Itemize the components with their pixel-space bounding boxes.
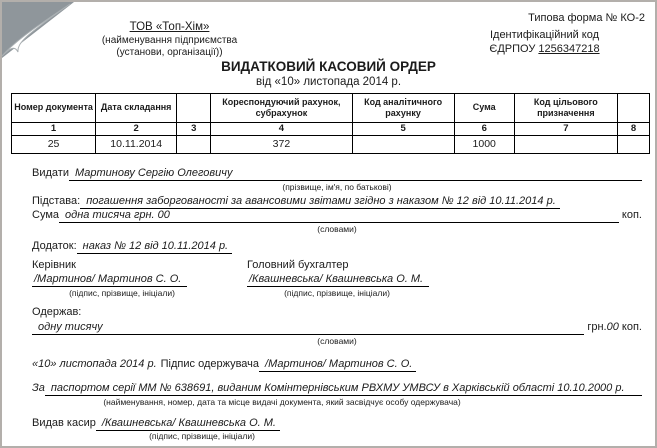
document-header (62, 8, 647, 59)
col-header-doc-number: Номер документа (12, 93, 96, 122)
company-name: ТОВ «Топ-Хім» (129, 21, 210, 33)
document-date-subtitle: від «10» листопада 2014 р. (255, 75, 402, 88)
kop-label: коп. (621, 320, 642, 333)
buhgalter-block (247, 259, 452, 298)
form-type-label: Типова форма № КО-2 (528, 12, 645, 24)
company-block (62, 8, 277, 59)
vydaty-value: Мартинову Сергію Олеговичу (69, 167, 642, 181)
doc-number-value: 25 (12, 135, 96, 153)
col-number: 6 (454, 122, 514, 135)
col-header-corresponding-account: Кореспондуючий рахунок, субрахунок (211, 93, 352, 122)
hrn-label: грн. (587, 320, 607, 333)
oderzhav-amount-value: одну тисячу (32, 321, 584, 335)
suma-value: одна тисяча грн. 00 (59, 209, 619, 223)
buhgalter-label: Головний бухгалтер (247, 258, 349, 271)
passport-prefix: За (32, 382, 45, 395)
col-header-analytic-account: Код аналітичного рахунку (352, 93, 454, 122)
kerivnyk-block (32, 259, 247, 298)
kasyr-line (32, 417, 642, 431)
col-number: 1 (12, 122, 96, 135)
table-number-row (12, 122, 650, 135)
kasyr-sign-caption: (підпис, прізвище, ініціали) (149, 431, 255, 442)
oderzhav-label: Одержав: (32, 305, 82, 318)
kasyr-label: Видав касир (32, 417, 96, 430)
receipt-date-value: «10» листопада 2014 р. (32, 358, 157, 371)
pidstava-line (32, 195, 642, 209)
oderzhav-slovamy-caption: (словами) (317, 335, 357, 346)
kerivnyk-label: Керівник (32, 258, 76, 271)
passport-value: паспортом серії ММ № 638691, виданим Комінтернівським РВХМУ УМВСУ в Харківській області 10.10.2000 р. (45, 382, 642, 396)
col-number: 4 (211, 122, 352, 135)
col-number: 7 (514, 122, 617, 135)
vydaty-label: Видати (32, 166, 69, 179)
corresponding-account-value: 372 (211, 135, 352, 153)
edrpou-line (442, 43, 647, 57)
company-caption-line1: (найменування підприємства (101, 35, 238, 46)
pidstava-value: погашення заборгованості за авансовими звітами згідно з наказом № 12 від 10.11.2014 р. (80, 195, 560, 209)
col-header-date: Дата складання (96, 93, 177, 122)
dodatok-value: наказ № 12 від 10.11.2014 р. (77, 240, 232, 254)
vydaty-caption: (прізвище, ім'я, по батькові) (282, 181, 392, 192)
receiver-signature-value: /Мартинов/ Мартинов С. О. (259, 358, 416, 372)
passport-line (32, 382, 642, 396)
identification-code-label: Ідентифікаційний код (489, 29, 600, 41)
kop-amount-value: 00 (606, 320, 619, 333)
sum-value: 1000 (454, 135, 514, 153)
col-number: 5 (352, 122, 454, 135)
form-code-block (442, 8, 647, 59)
col-number: 3 (177, 122, 211, 135)
buhgalter-sign-caption: (підпис, прізвище, ініціали) (284, 287, 390, 298)
blank-value (617, 135, 649, 153)
date-value: 10.11.2014 (96, 135, 177, 153)
col-number: 8 (617, 122, 649, 135)
signatures-row (32, 259, 642, 298)
col-header-blank-3 (177, 93, 211, 122)
oderzhav-amount-line (32, 321, 642, 335)
pidpys-oderzhuvacha-label: Підпис одержувача (160, 358, 260, 371)
analytic-account-value (352, 135, 454, 153)
suma-label: Сума (32, 208, 60, 221)
dodatok-label: Додаток: (32, 239, 77, 252)
kerivnyk-sign-caption: (підпис, прізвище, ініціали) (69, 287, 175, 298)
buhgalter-signature: /Квашневська/ Квашневська О. М. (247, 273, 429, 287)
kasyr-signature-value: /Квашневська/ Квашневська О. М. (96, 417, 280, 431)
hrn-kop-group (584, 321, 642, 333)
col-number: 2 (96, 122, 177, 135)
suma-slovamy-caption: (словами) (317, 223, 357, 234)
vydaty-line (32, 167, 642, 181)
suma-line (32, 209, 642, 223)
passport-caption: (найменування, номер, дата та місце видачі документа, який засвідчує особу одержувача) (103, 397, 461, 408)
col-header-blank-8 (617, 93, 649, 122)
page-corner-fold-icon (2, 2, 74, 58)
edrpou-label: ЄДРПОУ (489, 42, 536, 55)
suma-kop-label: коп. (621, 208, 642, 221)
table-header-row (12, 93, 650, 122)
target-code-value (514, 135, 617, 153)
order-details-table (11, 93, 650, 154)
col-header-sum: Сума (454, 93, 514, 122)
receiver-signature-line (32, 358, 642, 372)
pidstava-label: Підстава: (32, 194, 81, 207)
edrpou-value: 1256347218 (538, 42, 600, 55)
blank-value (177, 135, 211, 153)
col-header-target-code: Код цільового призначення (514, 93, 617, 122)
oderzhav-label-line (32, 306, 642, 318)
kerivnyk-signature: /Мартинов/ Мартинов С. О. (32, 273, 187, 287)
table-value-row (12, 135, 650, 153)
document-title: ВИДАТКОВИЙ КАСОВИЙ ОРДЕР (221, 58, 436, 74)
dodatok-line (32, 240, 642, 254)
company-caption-line2: (установи, організації)) (116, 46, 223, 58)
